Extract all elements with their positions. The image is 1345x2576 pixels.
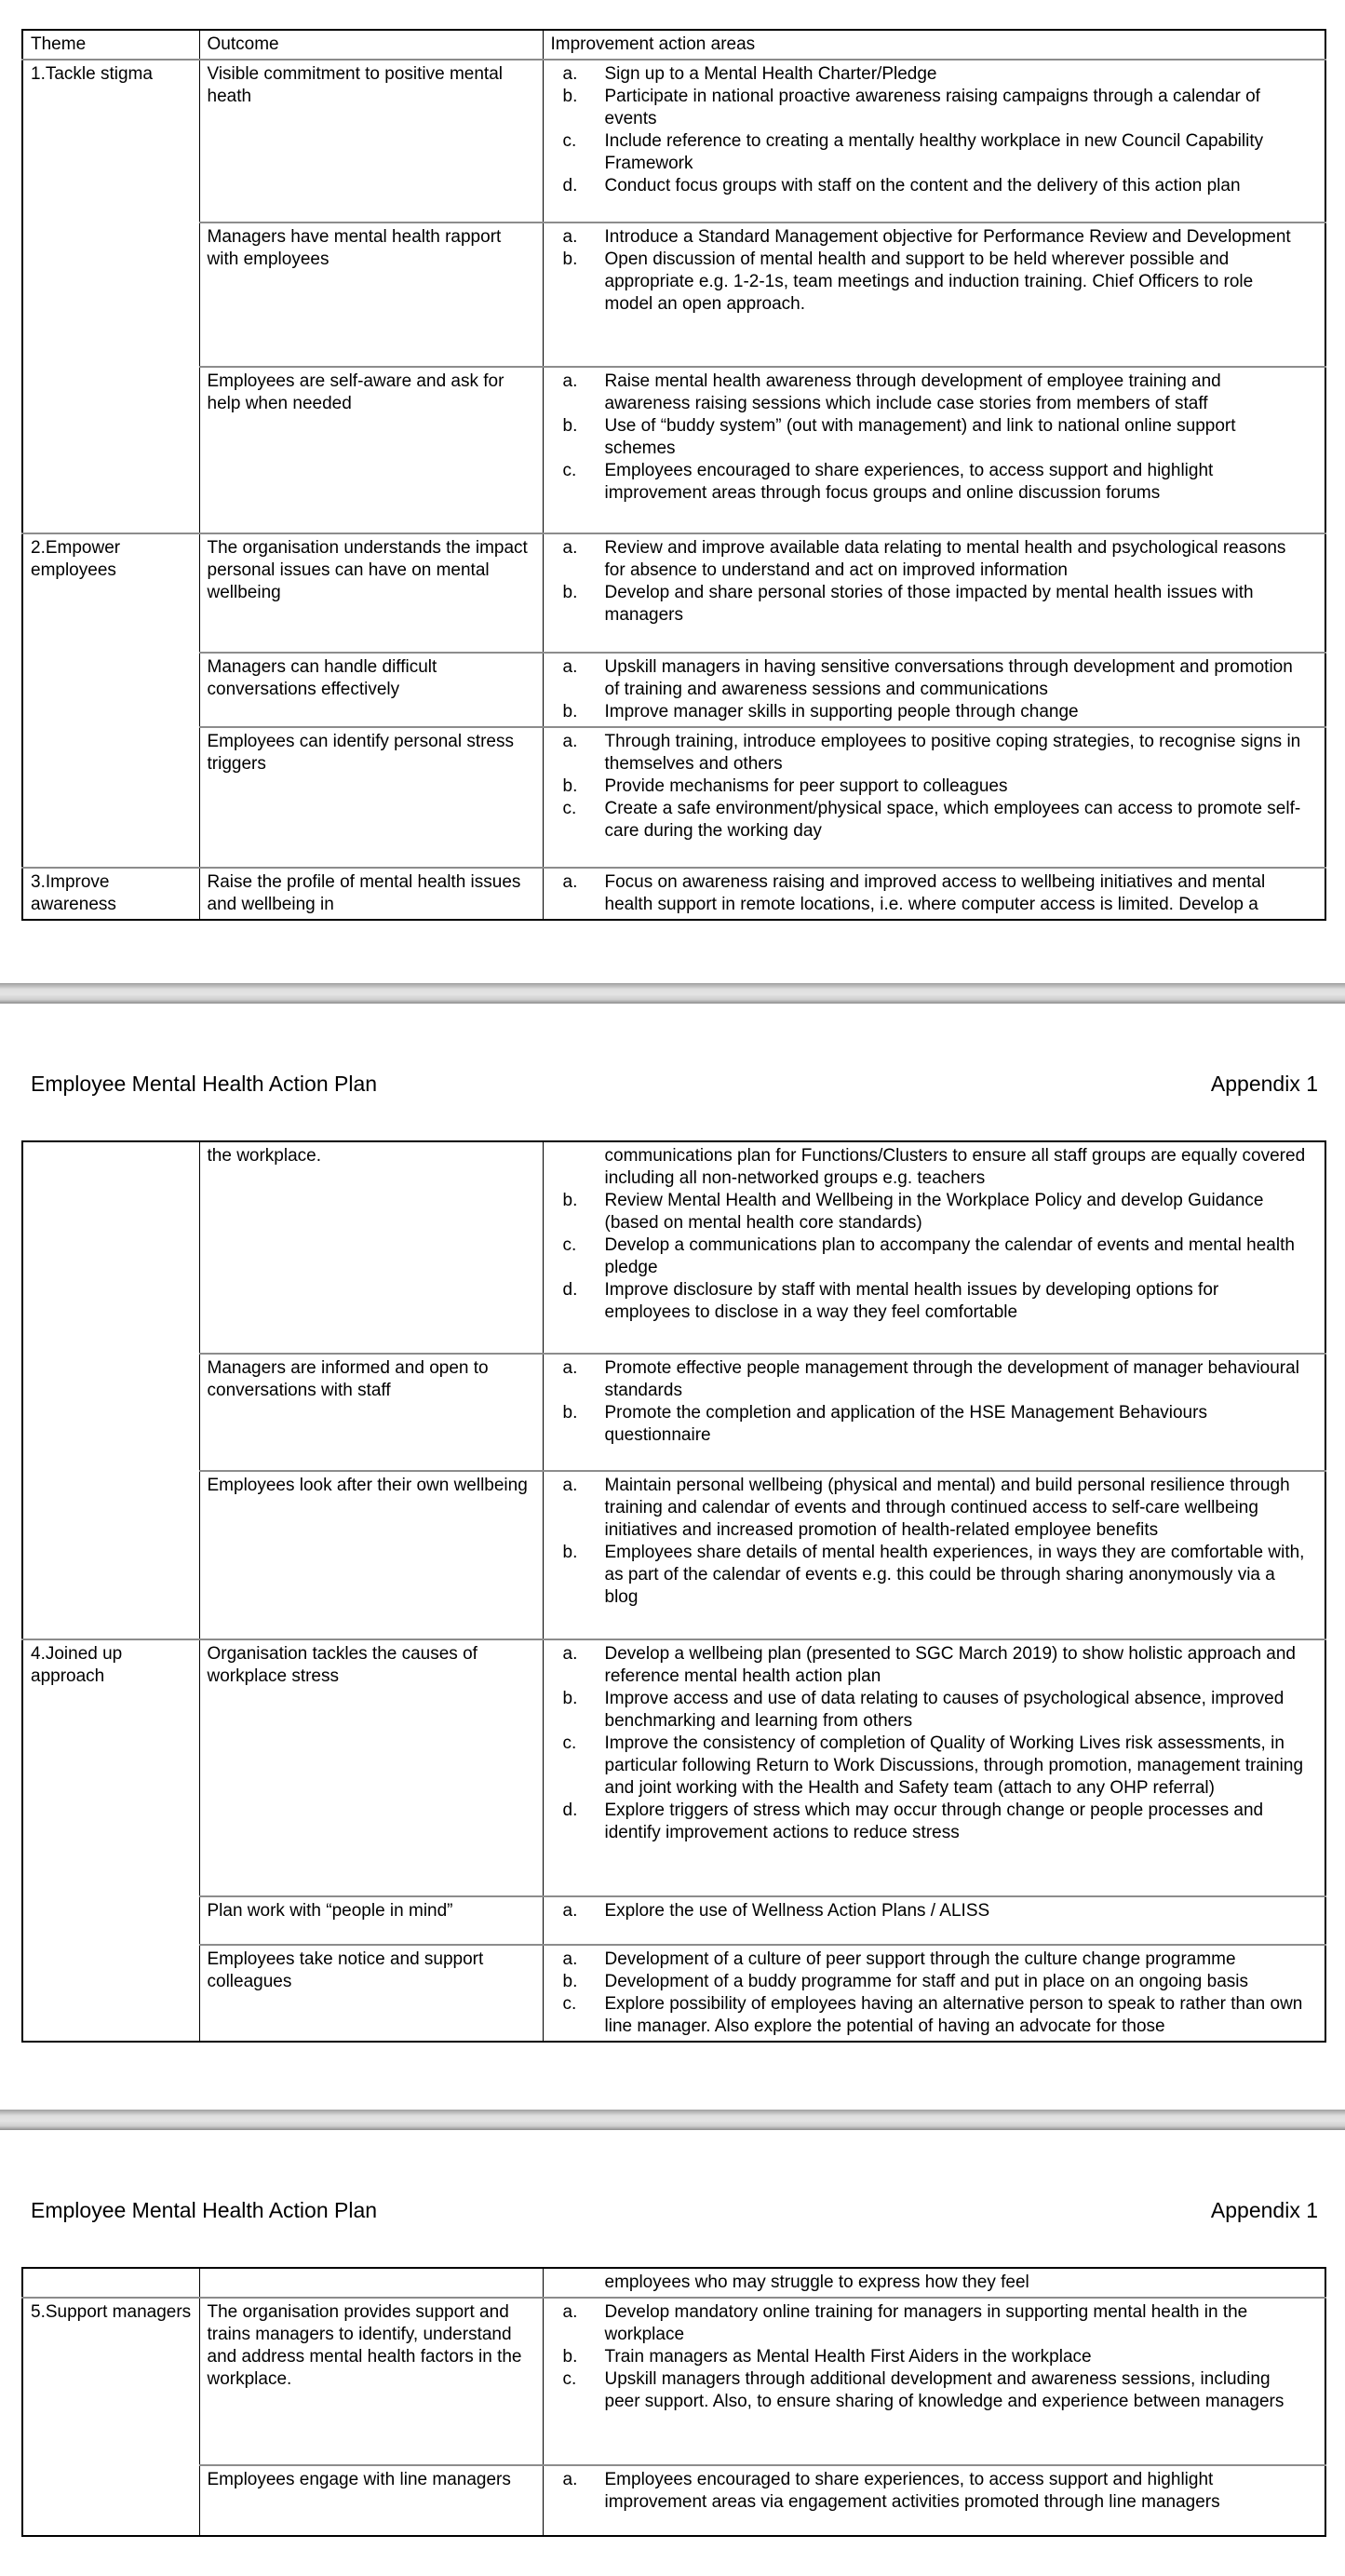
- action-text: Employees encouraged to share experiences, to access support and highlight improvement areas through focus groups and online discussion forums: [604, 461, 1214, 503]
- table-row: [22, 727, 1325, 868]
- action-letter: a.: [562, 1358, 578, 1378]
- table-row: [22, 533, 1325, 653]
- page-separator: [0, 983, 1345, 1004]
- outcome-cell: [199, 2268, 543, 2298]
- page-header: [31, 2199, 1318, 2221]
- action-letter: c.: [562, 1733, 577, 1753]
- table-row: [22, 1896, 1325, 1945]
- action-item: [551, 1971, 1318, 1993]
- action-item: [551, 1949, 1318, 1971]
- action-text: Create a safe environment/physical space, which employees can access to promote self-care during the working day: [604, 799, 1301, 841]
- outcome-cell: the workplace.: [199, 1141, 543, 1354]
- column-header-theme: Theme: [22, 30, 199, 60]
- action-item: [551, 371, 1318, 415]
- theme-cell: 3.Improve awareness: [22, 868, 199, 920]
- action-text: Upskill managers in having sensitive conversations through development and promotion of training and awareness sessions and communications: [604, 657, 1293, 699]
- action-item: [551, 1993, 1318, 2038]
- actions-cell: [543, 1896, 1325, 1945]
- outcome-cell: Managers have mental health rapport with employees: [199, 223, 543, 367]
- table-row: [22, 223, 1325, 367]
- action-letter: b.: [562, 583, 578, 602]
- action-text: communications plan for Functions/Clusters to ensure all staff groups are equally covered including all non-networked groups e.g. teachers: [604, 1146, 1306, 1188]
- action-item: [551, 582, 1318, 627]
- table-row: [22, 868, 1325, 920]
- action-text: Develop mandatory online training for managers in supporting mental health in the workplace: [604, 2302, 1248, 2344]
- action-letter: a.: [562, 1476, 578, 1495]
- actions-cell: [543, 223, 1325, 367]
- action-item: [551, 2346, 1318, 2368]
- action-letter: b.: [562, 776, 578, 796]
- action-letter: b.: [562, 1403, 578, 1423]
- action-letter: d.: [562, 1280, 578, 1300]
- outcome-cell: Employees engage with line managers: [199, 2465, 543, 2536]
- page-header: [31, 1072, 1318, 1095]
- outcome-cell: Employees look after their own wellbeing: [199, 1471, 543, 1639]
- document-page-2: [0, 1004, 1345, 2110]
- theme-cell: 2.Empower employees: [22, 533, 199, 868]
- action-letter: a.: [562, 64, 578, 84]
- table-row: [22, 1141, 1325, 1354]
- action-text: Develop a communications plan to accompany the calendar of events and mental health pledge: [604, 1235, 1295, 1277]
- action-item: [551, 63, 1318, 86]
- action-item: [551, 2272, 1318, 2294]
- action-item: [551, 1357, 1318, 1402]
- action-text: Development of a culture of peer support through the culture change programme: [604, 1949, 1236, 1969]
- table-row: [22, 2465, 1325, 2536]
- theme-cell: 4.Joined up approach: [22, 1639, 199, 2042]
- action-letter: b.: [562, 1191, 578, 1210]
- action-item: [551, 1542, 1318, 1609]
- action-text: employees who may struggle to express how they feel: [604, 2273, 1029, 2292]
- actions-cell: [543, 1945, 1325, 2042]
- action-item: [551, 175, 1318, 197]
- action-text: Through training, introduce employees to positive coping strategies, to recognise signs in themselves and others: [604, 732, 1301, 774]
- action-letter: a.: [562, 657, 578, 677]
- action-letter: a.: [562, 1901, 578, 1921]
- action-text: Use of “buddy system” (out with management) and link to national online support schemes: [604, 416, 1236, 458]
- action-text: Review and improve available data relating to mental health and psychological reasons for absence to understand and act on improved information: [604, 538, 1286, 580]
- action-item: [551, 1475, 1318, 1542]
- action-text: Employees encouraged to share experiences, to access support and highlight improvement areas via engagement activities promoted through line managers: [604, 2470, 1220, 2512]
- actions-cell: [543, 727, 1325, 868]
- document-page-3: [0, 2130, 1345, 2576]
- action-letter: a.: [562, 371, 578, 391]
- action-letter: c.: [562, 2369, 577, 2389]
- page-title: Employee Mental Health Action Plan: [31, 1072, 378, 1096]
- action-text: Development of a buddy programme for staff and put in place on an ongoing basis: [604, 1972, 1248, 1991]
- action-item: [551, 226, 1318, 249]
- table-row: [22, 1354, 1325, 1471]
- action-item: [551, 1279, 1318, 1324]
- action-letter: c.: [562, 799, 577, 818]
- actions-cell: [543, 533, 1325, 653]
- table-row: [22, 367, 1325, 533]
- action-item: [551, 798, 1318, 843]
- table-row: [22, 1945, 1325, 2042]
- action-item: [551, 537, 1318, 582]
- action-text: Maintain personal wellbeing (physical and mental) and build personal resilience through training and calendar of events and through continued access to self-care wellbeing initiatives and increased promotion of health-related employee benefits: [604, 1476, 1290, 1540]
- action-item: [551, 775, 1318, 798]
- action-item: [551, 871, 1318, 916]
- actions-cell: [543, 868, 1325, 920]
- action-letter: b.: [562, 1689, 578, 1708]
- action-item: [551, 2368, 1318, 2413]
- action-letter: b.: [562, 250, 578, 269]
- action-item: [551, 2301, 1318, 2346]
- action-text: Focus on awareness raising and improved access to wellbeing initiatives and mental health support in remote locations, i.e. where computer access is limited. Develop a: [604, 872, 1266, 914]
- appendix-label: Appendix 1: [1210, 1072, 1318, 1096]
- actions-cell: [543, 60, 1325, 223]
- action-text: Promote the completion and application of the HSE Management Behaviours questionnaire: [604, 1403, 1207, 1445]
- actions-cell: [543, 1471, 1325, 1639]
- document-page-1: [0, 0, 1345, 983]
- action-item: [551, 1733, 1318, 1800]
- outcome-cell: Employees take notice and support colleagues: [199, 1945, 543, 2042]
- outcome-cell: Employees are self-aware and ask for help when needed: [199, 367, 543, 533]
- action-text: Explore the use of Wellness Action Plans / ALISS: [604, 1901, 990, 1921]
- action-item: [551, 2469, 1318, 2514]
- action-text: Include reference to creating a mentally healthy workplace in new Council Capability Framework: [604, 131, 1264, 173]
- action-item: [551, 1688, 1318, 1733]
- action-text: Upskill managers through additional development and awareness sessions, including peer support. Also, to ensure sharing of knowledge and experience between managers: [604, 2369, 1284, 2411]
- table-row: [22, 60, 1325, 223]
- action-letter: c.: [562, 1235, 577, 1255]
- action-letter: b.: [562, 1972, 578, 1991]
- theme-cell: 5.Support managers: [22, 2298, 199, 2536]
- action-letter: a.: [562, 1644, 578, 1664]
- action-text: Review Mental Health and Wellbeing in the Workplace Policy and develop Guidance (based on mental health core standards): [604, 1191, 1264, 1233]
- action-text: Provide mechanisms for peer support to colleagues: [604, 776, 1008, 796]
- action-letter: a.: [562, 1949, 578, 1969]
- action-letter: b.: [562, 2347, 578, 2367]
- action-letter: c.: [562, 461, 577, 480]
- action-item: [551, 86, 1318, 130]
- action-letter: [563, 2272, 605, 2294]
- action-text: Explore triggers of stress which may occur through change or people processes and identify improvement actions to reduce stress: [604, 1801, 1264, 1842]
- action-letter: c.: [562, 131, 577, 151]
- page-title: Employee Mental Health Action Plan: [31, 2198, 378, 2222]
- page-separator: [0, 2110, 1345, 2130]
- action-letter: b.: [562, 416, 578, 436]
- outcome-cell: Employees can identify personal stress triggers: [199, 727, 543, 868]
- action-text: Improve disclosure by staff with mental health issues by developing options for employees to disclose in a way they feel comfortable: [604, 1280, 1219, 1322]
- theme-cell: 1.Tackle stigma: [22, 60, 199, 533]
- action-text: Sign up to a Mental Health Charter/Pledge: [604, 64, 937, 84]
- table-row: [22, 2298, 1325, 2465]
- action-letter: a.: [562, 872, 578, 892]
- actions-cell: [543, 1354, 1325, 1471]
- action-text: Participate in national proactive awareness raising campaigns through a calendar of events: [604, 87, 1260, 128]
- action-plan-table-page-1: [21, 29, 1326, 921]
- table-row: [22, 653, 1325, 727]
- action-letter: a.: [562, 2470, 578, 2489]
- action-letter: a.: [562, 732, 578, 751]
- appendix-label: Appendix 1: [1210, 2198, 1318, 2222]
- outcome-cell: The organisation understands the impact personal issues can have on mental wellbeing: [199, 533, 543, 653]
- action-plan-table-page-3: [21, 2267, 1326, 2537]
- actions-cell: [543, 1141, 1325, 1354]
- actions-cell: [543, 2465, 1325, 2536]
- action-text: Improve manager skills in supporting people through change: [604, 702, 1079, 722]
- action-item: [551, 1402, 1318, 1447]
- action-text: Improve access and use of data relating to causes of psychological absence, improved benchmarking and learning from others: [604, 1689, 1284, 1731]
- action-letter: a.: [562, 538, 578, 558]
- action-letter: [563, 1145, 605, 1190]
- theme-cell: [22, 2268, 199, 2298]
- column-header-outcome: Outcome: [199, 30, 543, 60]
- outcome-cell: Raise the profile of mental health issues and wellbeing in: [199, 868, 543, 920]
- action-item: [551, 656, 1318, 701]
- actions-cell: [543, 2298, 1325, 2465]
- action-text: Conduct focus groups with staff on the content and the delivery of this action plan: [604, 176, 1241, 196]
- actions-cell: [543, 1639, 1325, 1896]
- action-letter: b.: [562, 1543, 578, 1562]
- action-letter: d.: [562, 176, 578, 196]
- action-item: [551, 1643, 1318, 1688]
- action-item: [551, 415, 1318, 460]
- action-text: Open discussion of mental health and support to be held wherever possible and appropriate e.g. 1-2-1s, team meetings and induction training. Chief Officers to role model an open approach.: [604, 250, 1254, 314]
- action-text: Raise mental health awareness through development of employee training and awareness raising sessions which include case stories from members of staff: [604, 371, 1221, 413]
- action-plan-table-page-2: [21, 1140, 1326, 2043]
- action-letter: b.: [562, 87, 578, 106]
- action-item: [551, 1145, 1318, 1190]
- action-item: [551, 701, 1318, 723]
- action-text: Develop a wellbeing plan (presented to SGC March 2019) to show holistic approach and reference mental health action plan: [604, 1644, 1296, 1686]
- action-text: Develop and share personal stories of those impacted by mental health issues with managers: [604, 583, 1254, 625]
- action-text: Employees share details of mental health experiences, in ways they are comfortable with, as part of the calendar of events e.g. this could be through sharing anonymously via a blog: [604, 1543, 1305, 1607]
- actions-cell: [543, 367, 1325, 533]
- action-item: [551, 460, 1318, 505]
- column-header-improvement-action-areas: Improvement action areas: [543, 30, 1325, 60]
- table-row: [22, 1639, 1325, 1896]
- actions-cell: [543, 653, 1325, 727]
- action-text: Introduce a Standard Management objective for Performance Review and Development: [604, 227, 1291, 247]
- action-letter: b.: [562, 702, 578, 722]
- action-item: [551, 1190, 1318, 1234]
- outcome-cell: Organisation tackles the causes of workplace stress: [199, 1639, 543, 1896]
- action-letter: a.: [562, 227, 578, 247]
- table-row: [22, 2268, 1325, 2298]
- action-text: Promote effective people management through the development of manager behavioural standards: [604, 1358, 1299, 1400]
- theme-cell: [22, 1141, 199, 1639]
- action-item: [551, 1234, 1318, 1279]
- action-letter: a.: [562, 2302, 578, 2322]
- action-text: Improve the consistency of completion of Quality of Working Lives risk assessments, in particular following Return to Work Discussions, through promotion, management training and joint working with the Health and Safety team (attach to any OHP referral): [604, 1733, 1304, 1798]
- outcome-cell: Visible commitment to positive mental heath: [199, 60, 543, 223]
- action-item: [551, 731, 1318, 775]
- outcome-cell: Plan work with “people in mind”: [199, 1896, 543, 1945]
- action-item: [551, 249, 1318, 316]
- action-text: Train managers as Mental Health First Aiders in the workplace: [604, 2347, 1092, 2367]
- action-letter: c.: [562, 1994, 577, 2014]
- action-item: [551, 130, 1318, 175]
- outcome-cell: The organisation provides support and trains managers to identify, understand and address mental health factors in the workplace.: [199, 2298, 543, 2465]
- action-letter: d.: [562, 1801, 578, 1820]
- action-item: [551, 1800, 1318, 1844]
- outcome-cell: Managers can handle difficult conversations effectively: [199, 653, 543, 727]
- actions-cell: [543, 2268, 1325, 2298]
- table-row: [22, 1471, 1325, 1639]
- action-text: Explore possibility of employees having an alternative person to speak to rather than own line manager. Also explore the potential of having an advocate for those: [604, 1994, 1303, 2036]
- action-item: [551, 1900, 1318, 1922]
- outcome-cell: Managers are informed and open to conversations with staff: [199, 1354, 543, 1471]
